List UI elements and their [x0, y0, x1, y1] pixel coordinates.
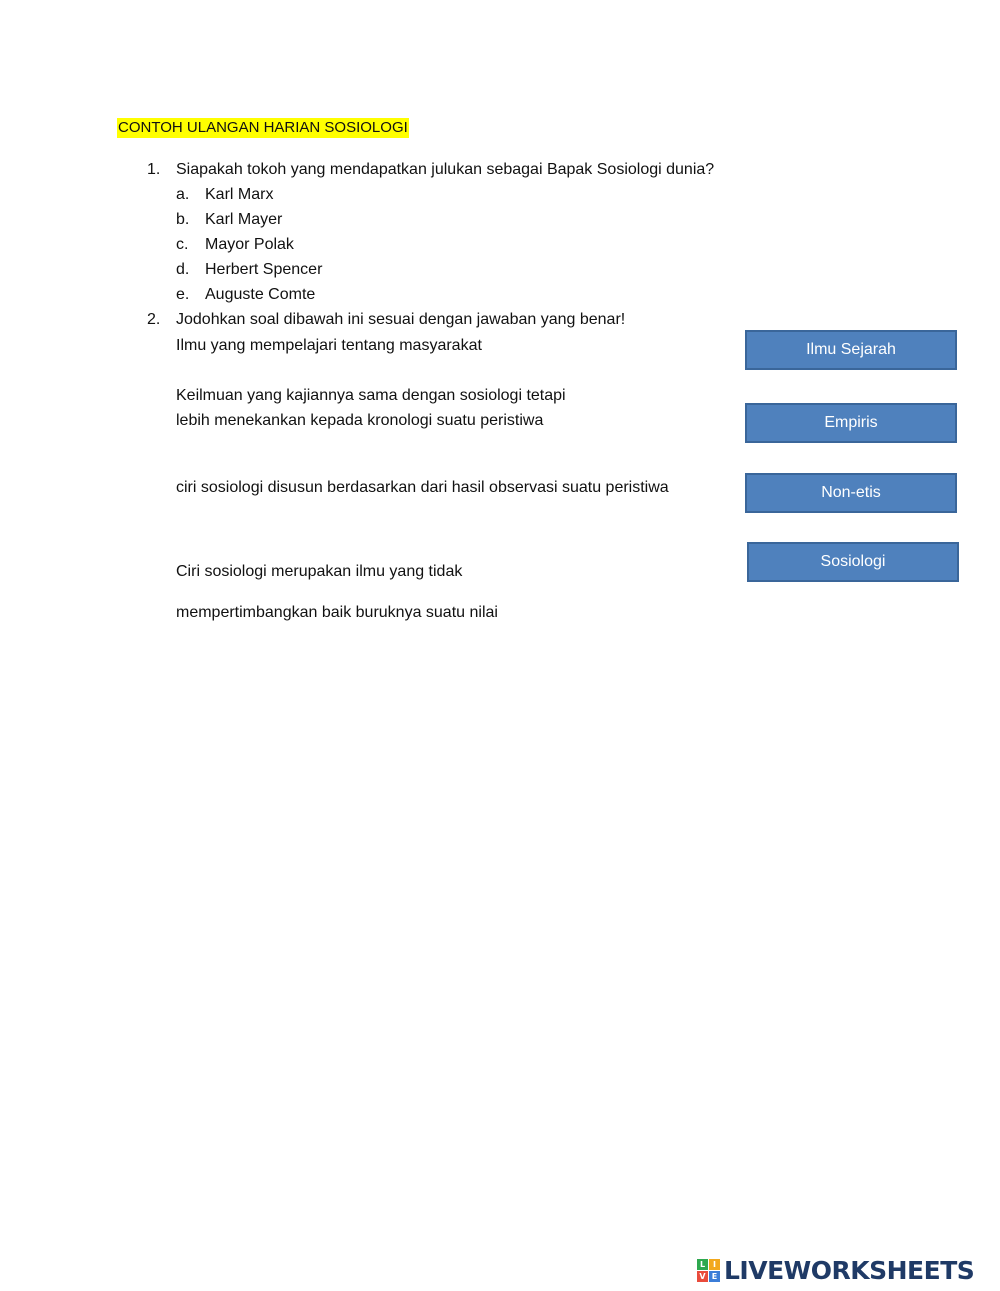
q1-option-text: Herbert Spencer — [205, 261, 323, 278]
match-item-text: lebih menekankan kepada kronologi suatu peristiwa — [176, 412, 544, 429]
logo-letter: V — [697, 1271, 708, 1282]
logo-icon — [697, 1259, 720, 1282]
liveworksheets-logo — [697, 1255, 974, 1285]
q2-number: 2. — [147, 311, 161, 328]
match-item-text: Ilmu yang mempelajari tentang masyarakat — [176, 337, 482, 354]
q2-text: Jodohkan soal dibawah ini sesuai dengan jawaban yang benar! — [176, 311, 626, 328]
q1-text: Siapakah tokoh yang mendapatkan julukan sebagai Bapak Sosiologi dunia? — [176, 161, 715, 178]
q1-option-text: Karl Marx — [205, 186, 274, 203]
answer-box-non-etis[interactable]: Non-etis — [745, 473, 957, 513]
match-item-text: mempertimbangkan baik buruknya suatu nilai — [176, 604, 498, 621]
match-item-text: Ciri sosiologi merupakan ilmu yang tidak — [176, 563, 463, 580]
q1-option-text: Auguste Comte — [205, 286, 316, 303]
match-item-text: Keilmuan yang kajiannya sama dengan sosiologi tetapi — [176, 387, 566, 404]
logo-letter: L — [697, 1259, 708, 1270]
answer-box-empiris[interactable]: Empiris — [745, 403, 957, 443]
q1-option-letter: c. — [176, 236, 189, 253]
logo-letter: I — [709, 1259, 720, 1270]
answer-box-ilmu-sejarah[interactable]: Ilmu Sejarah — [745, 330, 957, 370]
logo-text: LIVEWORKSHEETS — [724, 1255, 975, 1285]
q1-option-letter: a. — [176, 186, 190, 203]
q1-number: 1. — [147, 161, 161, 178]
q1-option-text: Mayor Polak — [205, 236, 294, 253]
match-item-text: ciri sosiologi disusun berdasarkan dari hasil observasi suatu peristiwa — [176, 479, 669, 496]
answer-box-sosiologi[interactable]: Sosiologi — [747, 542, 959, 582]
q1-option-letter: d. — [176, 261, 190, 278]
q1-option-letter: b. — [176, 211, 190, 228]
worksheet-title: CONTOH ULANGAN HARIAN SOSIOLOGI — [118, 119, 408, 136]
logo-letter: E — [709, 1271, 720, 1282]
q1-option-text: Karl Mayer — [205, 211, 283, 228]
q1-option-letter: e. — [176, 286, 190, 303]
